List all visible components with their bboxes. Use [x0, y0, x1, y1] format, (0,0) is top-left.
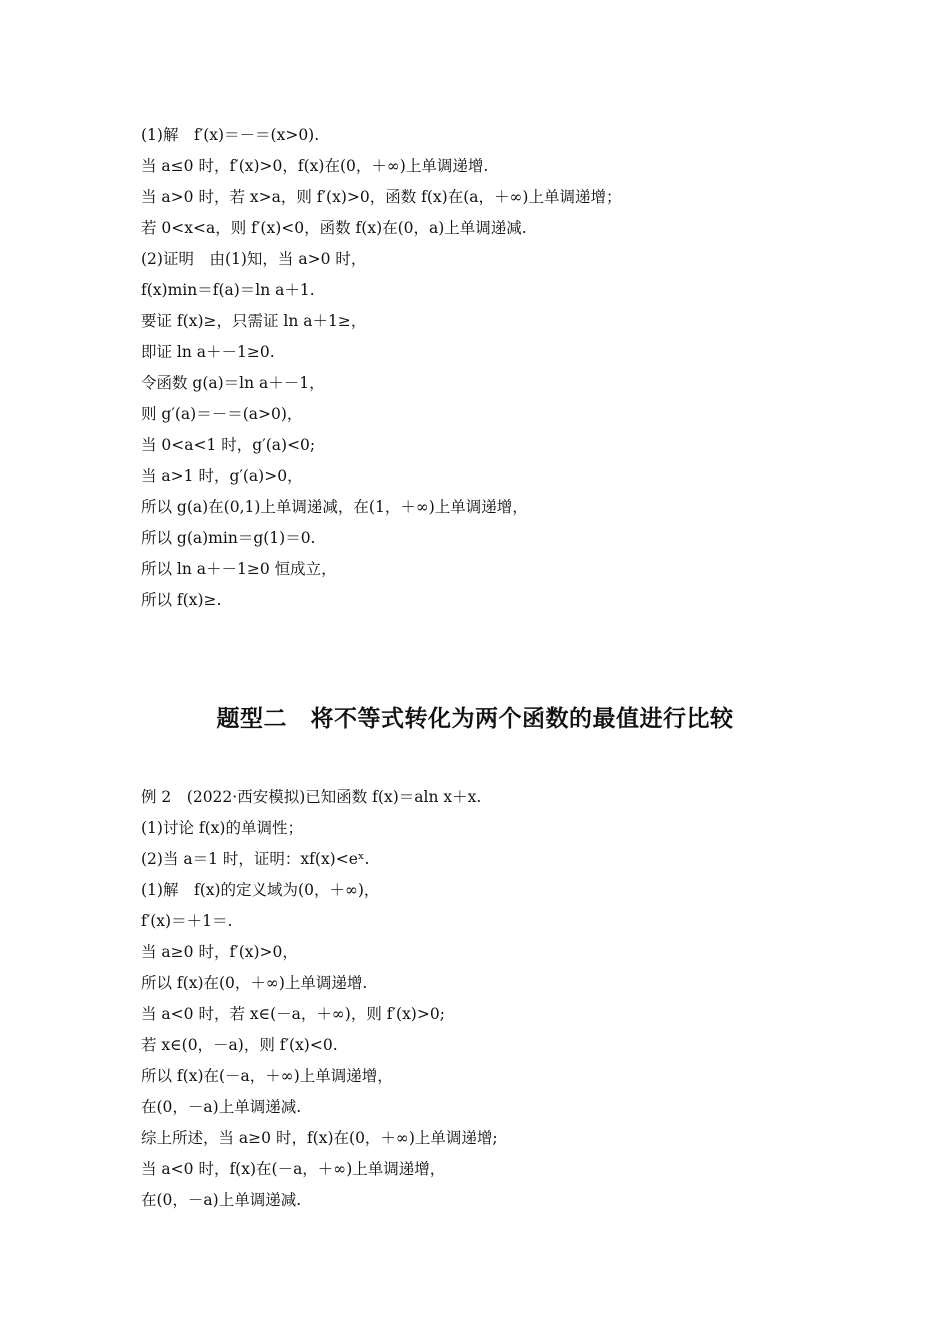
text-line: (2)证明 由(1)知，当 a>0 时， [141, 250, 367, 268]
text-line: 若 x∈(0，－a)，则 f′(x)<0. [141, 1036, 338, 1054]
solution-part-1 [141, 120, 841, 616]
text-line: 所以 f(x)在(－a，＋∞)上单调递增， [141, 1067, 393, 1085]
text-line: 当 a≤0 时，f′(x)>0，f(x)在(0，＋∞)上单调递增. [141, 157, 489, 175]
text-line: 当 0<a<1 时，g′(a)<0; [141, 436, 316, 454]
text-line: (1)讨论 f(x)的单调性； [141, 819, 303, 837]
text-line: f′(x)＝＋1＝. [141, 912, 233, 930]
text-line: 例 2 (2022·西安模拟)已知函数 f(x)＝aln x＋x. [141, 788, 482, 806]
text-line: f(x)min＝f(a)＝ln a＋1. [141, 281, 315, 299]
text-line: 即证 ln a＋－1≥0. [141, 343, 275, 361]
text-line: 综上所述，当 a≥0 时，f(x)在(0，＋∞)上单调递增; [141, 1129, 498, 1147]
text-line: 当 a<0 时，f(x)在(－a，＋∞)上单调递增， [141, 1160, 446, 1178]
text-line: (1)解 f′(x)＝－＝(x>0). [141, 126, 320, 144]
text-line: 所以 f(x)在(0，＋∞)上单调递增. [141, 974, 368, 992]
text-line: 当 a>1 时，g′(a)>0， [141, 467, 303, 485]
text-line: (2)当 a＝1 时，证明：xf(x)<eˣ. [141, 850, 370, 868]
text-line: 所以 f(x)≥. [141, 591, 222, 609]
text-line: 当 a≥0 时，f′(x)>0， [141, 943, 298, 961]
text-line: 所以 ln a＋－1≥0 恒成立， [141, 560, 337, 578]
text-line: 令函数 g(a)＝ln a＋－1， [141, 374, 325, 392]
text-line: 所以 g(a)在(0,1)上单调递减，在(1，＋∞)上单调递增， [141, 498, 528, 516]
text-line: 当 a<0 时，若 x∈(－a，＋∞)，则 f′(x)>0; [141, 1005, 445, 1023]
example-2 [141, 782, 841, 1216]
section-title: 题型二 将不等式转化为两个函数的最值进行比较 [216, 706, 734, 732]
text-line: 要证 f(x)≥，只需证 ln a＋1≥， [141, 312, 367, 330]
text-line: 在(0，－a)上单调递减. [141, 1098, 302, 1116]
text-line: (1)解 f(x)的定义域为(0，＋∞)， [141, 881, 380, 899]
text-line: 在(0，－a)上单调递减. [141, 1191, 302, 1209]
text-line: 所以 g(a)min＝g(1)＝0. [141, 529, 316, 547]
text-line: 当 a>0 时，若 x>a，则 f′(x)>0，函数 f(x)在(a，＋∞)上单调递增； [141, 188, 622, 206]
text-line: 若 0<x<a，则 f′(x)<0，函数 f(x)在(0，a)上单调递减. [141, 219, 527, 237]
text-line: 则 g′(a)＝－＝(a>0)， [141, 405, 303, 423]
